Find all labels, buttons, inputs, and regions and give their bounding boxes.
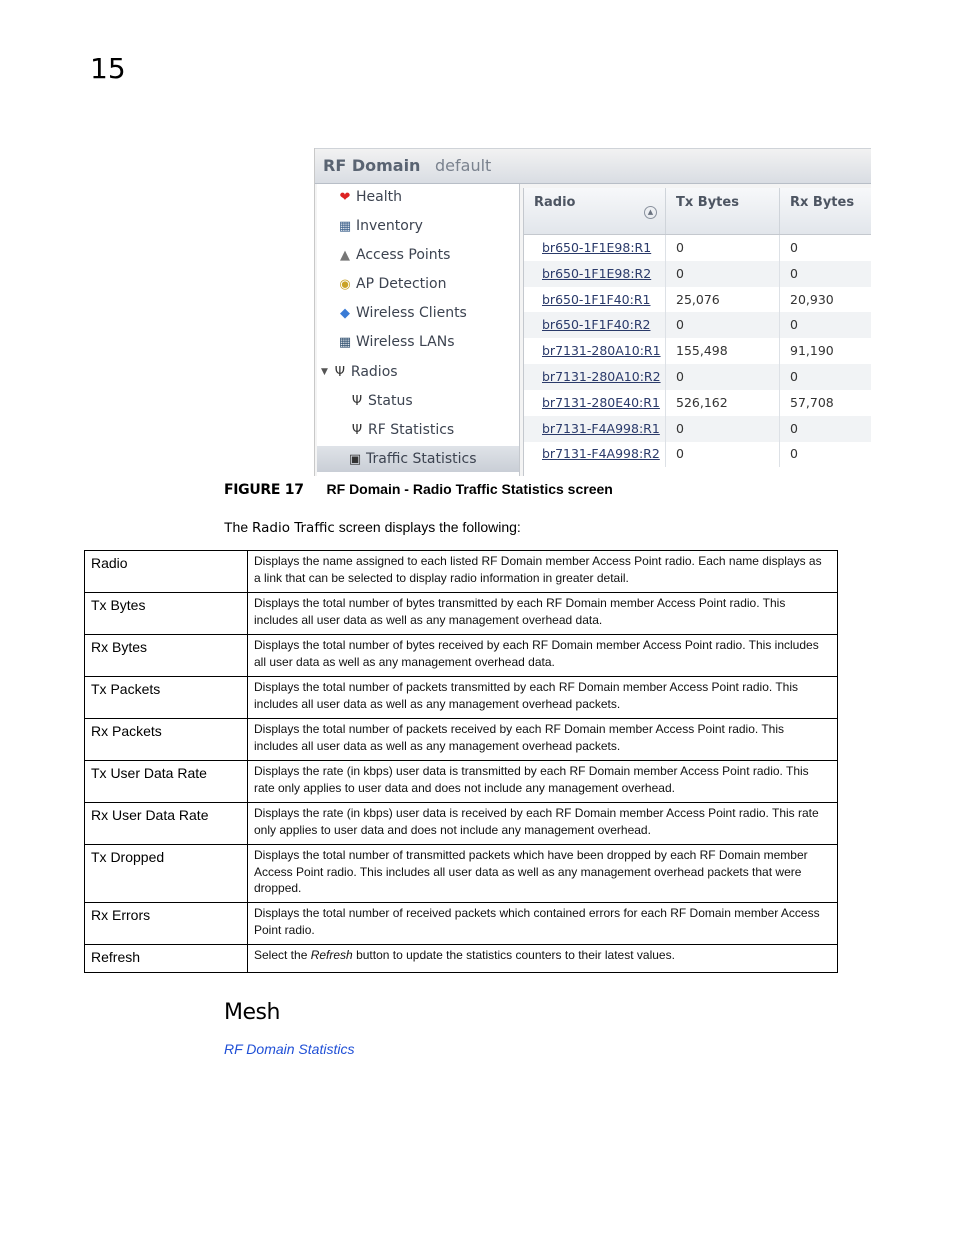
- description-emphasis: Refresh: [310, 948, 353, 962]
- definition-row: [85, 677, 838, 719]
- tx-bytes-cell: 0: [666, 235, 780, 261]
- tx-bytes-cell: 25,076: [666, 287, 780, 313]
- definition-description: [248, 945, 838, 973]
- figure-caption-text: RF Domain - Radio Traffic Statistics screen: [326, 481, 613, 497]
- screen-title: RF Domain: [323, 156, 421, 175]
- definition-term: Tx Dropped: [85, 845, 248, 903]
- definition-description: Displays the total number of transmitted packets which have been dropped by each RF Domain member Access Point radio. This includes all user data as well as any management overhead packets that were dropped.: [248, 845, 838, 903]
- radio-link[interactable]: br650-1F1E98:R1: [524, 235, 666, 261]
- nav-label: Status: [368, 393, 413, 409]
- rx-bytes-cell: 0: [780, 261, 871, 287]
- nav-tree: [317, 184, 520, 476]
- meter-icon: ▣: [348, 451, 362, 467]
- definition-row: [85, 945, 838, 973]
- nav-item-wireless-clients[interactable]: [335, 300, 467, 326]
- intro-emphasis: Radio Traffic: [252, 520, 335, 536]
- screen-subtitle: default: [435, 156, 492, 175]
- definition-description: Displays the total number of bytes transmitted by each RF Domain member Access Point radio. This includes all user data as well as any management overhead data.: [248, 593, 838, 635]
- nav-item-radios[interactable]: [321, 359, 398, 385]
- nav-item-rf-statistics[interactable]: [347, 417, 454, 443]
- definition-row: [85, 635, 838, 677]
- definition-row: [85, 761, 838, 803]
- radio-traffic-grid: [523, 188, 871, 476]
- definition-row: [85, 845, 838, 903]
- definition-term: Rx Errors: [85, 903, 248, 945]
- nav-label: Wireless LANs: [356, 334, 455, 350]
- grid-row[interactable]: [524, 416, 871, 442]
- ap-detection-icon: ◉: [339, 276, 351, 292]
- tx-bytes-cell: 526,162: [666, 390, 780, 416]
- nav-item-traffic-statistics[interactable]: [317, 446, 519, 472]
- definition-description: Displays the rate (in kbps) user data is transmitted by each RF Domain member Access Point radio. This rate only applies to user data and does not include any management overhead.: [248, 761, 838, 803]
- tx-bytes-cell: 0: [666, 364, 780, 390]
- definition-row: [85, 593, 838, 635]
- column-header-label: Radio: [534, 195, 576, 210]
- definition-term: Rx Bytes: [85, 635, 248, 677]
- screen-header: [315, 148, 871, 184]
- rx-bytes-cell: 91,190: [780, 338, 871, 364]
- rx-bytes-cell: 0: [780, 416, 871, 442]
- heart-icon: ❤: [339, 189, 351, 205]
- definition-row: [85, 719, 838, 761]
- definitions-table: [84, 550, 838, 973]
- definition-description: Displays the total number of packets received by each RF Domain member Access Point radio. This includes all user data as well as any management overhead packets.: [248, 719, 838, 761]
- definition-description: Displays the total number of bytes received by each RF Domain member Access Point radio. This includes all user data as well as any management overhead data.: [248, 635, 838, 677]
- grid-row[interactable]: [524, 390, 871, 416]
- expand-arrow-icon[interactable]: ▼: [321, 367, 328, 377]
- definition-term: Radio: [85, 551, 248, 593]
- grid-row[interactable]: [524, 312, 871, 338]
- antenna-icon: Ψ: [351, 393, 363, 409]
- nav-item-ap-detection[interactable]: [335, 271, 446, 297]
- definition-description: Displays the total number of received packets which contained errors for each RF Domain member Access Point radio.: [248, 903, 838, 945]
- definition-term: Tx Packets: [85, 677, 248, 719]
- rx-bytes-cell: 0: [780, 312, 871, 338]
- description-text: Select the: [254, 948, 311, 962]
- sort-icon[interactable]: ▲: [644, 206, 657, 219]
- definition-term: Rx Packets: [85, 719, 248, 761]
- column-header-rx-bytes[interactable]: [780, 188, 871, 234]
- radio-link[interactable]: br7131-280E40:R1: [524, 390, 666, 416]
- definition-description: Displays the total number of packets transmitted by each RF Domain member Access Point radio. This includes all user data as well as any management overhead packets.: [248, 677, 838, 719]
- grid-row[interactable]: [524, 441, 871, 467]
- grid-header: [524, 188, 871, 235]
- nav-label: Traffic Statistics: [366, 451, 477, 467]
- rx-bytes-cell: 57,708: [780, 390, 871, 416]
- inventory-icon: ▦: [338, 218, 352, 234]
- antenna-icon: Ψ: [334, 364, 346, 380]
- nav-item-health[interactable]: [335, 184, 402, 210]
- figure-caption: [224, 481, 613, 498]
- nav-label: Wireless Clients: [356, 305, 467, 321]
- rf-domain-screenshot: [314, 148, 871, 476]
- rx-bytes-cell: 0: [780, 441, 871, 467]
- cross-reference-link[interactable]: RF Domain Statistics: [224, 1041, 355, 1057]
- access-point-icon: ▲: [340, 247, 350, 263]
- tx-bytes-cell: 0: [666, 312, 780, 338]
- column-header-tx-bytes[interactable]: [666, 188, 780, 234]
- definition-term: Tx User Data Rate: [85, 761, 248, 803]
- tx-bytes-cell: 0: [666, 261, 780, 287]
- grid-row[interactable]: [524, 364, 871, 390]
- intro-text: The: [224, 519, 253, 535]
- nav-item-inventory[interactable]: [335, 213, 423, 239]
- radio-link[interactable]: br650-1F1E98:R2: [524, 261, 666, 287]
- definition-term: Rx User Data Rate: [85, 803, 248, 845]
- rx-bytes-cell: 20,930: [780, 287, 871, 313]
- column-header-radio[interactable]: [524, 188, 666, 234]
- definition-row: [85, 551, 838, 593]
- nav-item-access-points[interactable]: [335, 242, 450, 268]
- grid-row[interactable]: [524, 287, 871, 313]
- definition-term: Tx Bytes: [85, 593, 248, 635]
- nav-item-status[interactable]: [347, 388, 413, 414]
- column-header-label: Tx Bytes: [676, 195, 739, 210]
- grid-row[interactable]: [524, 261, 871, 287]
- column-header-label: Rx Bytes: [790, 195, 855, 210]
- intro-text: screen displays the following:: [334, 519, 521, 535]
- radio-link[interactable]: br7131-F4A998:R1: [524, 416, 666, 442]
- nav-label: AP Detection: [356, 276, 447, 292]
- network-icon: ▦: [338, 334, 352, 350]
- definition-term: Refresh: [85, 945, 248, 973]
- radio-link[interactable]: br7131-280A10:R1: [524, 338, 666, 364]
- nav-label: RF Statistics: [368, 422, 455, 438]
- chapter-number: 15: [90, 52, 126, 85]
- section-title: Mesh: [224, 1000, 280, 1025]
- nav-label: Health: [356, 189, 402, 205]
- grid-row[interactable]: [524, 235, 871, 261]
- figure-label: FIGURE 17: [224, 482, 304, 498]
- radio-link[interactable]: br7131-280A10:R2: [524, 364, 666, 390]
- definition-row: [85, 803, 838, 845]
- radio-link[interactable]: br650-1F1F40:R1: [524, 287, 666, 313]
- definition-description: Displays the rate (in kbps) user data is received by each RF Domain member Access Point radio. This rate only applies to user data and does not include any management overhead.: [248, 803, 838, 845]
- description-text: button to update the statistics counters to their latest values.: [352, 948, 675, 962]
- tx-bytes-cell: 155,498: [666, 338, 780, 364]
- rx-bytes-cell: 0: [780, 364, 871, 390]
- rx-bytes-cell: 0: [780, 235, 871, 261]
- nav-label: Inventory: [356, 218, 423, 234]
- intro-paragraph: [224, 519, 521, 536]
- wireless-client-icon: ◆: [340, 305, 350, 321]
- tx-bytes-cell: 0: [666, 416, 780, 442]
- definition-row: [85, 903, 838, 945]
- grid-row[interactable]: [524, 338, 871, 364]
- tx-bytes-cell: 0: [666, 441, 780, 467]
- nav-label: Radios: [350, 364, 398, 380]
- nav-label: Access Points: [356, 247, 451, 263]
- antenna-icon: Ψ: [351, 422, 363, 438]
- radio-link[interactable]: br7131-F4A998:R2: [524, 441, 666, 467]
- nav-item-wireless-lans[interactable]: [335, 329, 455, 355]
- radio-link[interactable]: br650-1F1F40:R2: [524, 312, 666, 338]
- definition-description: Displays the name assigned to each listed RF Domain member Access Point radio. Each name displays as a link that can be selected to display radio information in greater detail.: [248, 551, 838, 593]
